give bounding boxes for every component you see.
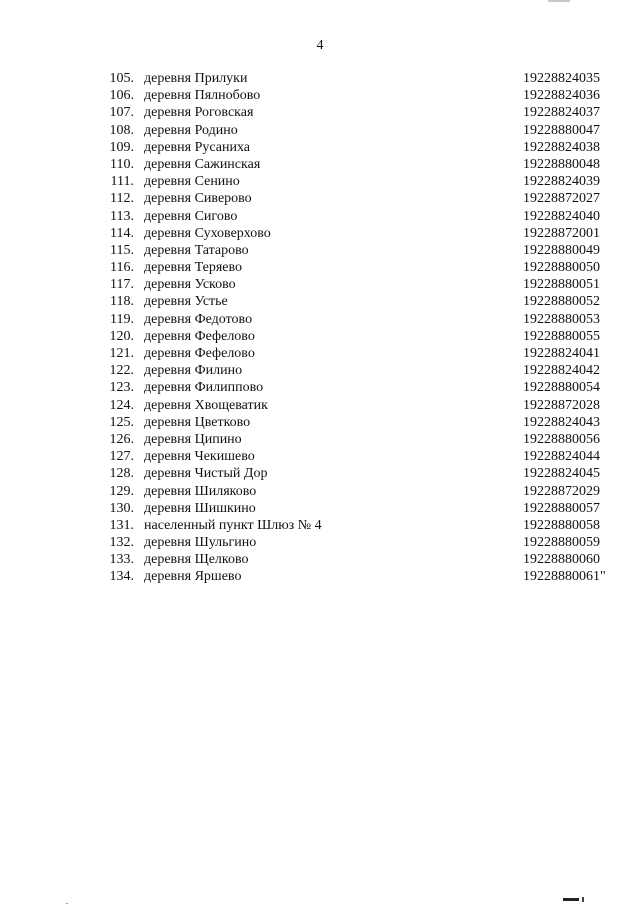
item-number: 105.: [109, 71, 134, 86]
item-number: 133.: [109, 552, 134, 568]
item-number: 112.: [110, 191, 134, 207]
oktmo-code: 19228880047: [523, 122, 600, 138]
list-item: [0, 173, 640, 190]
oktmo-code: 19228824045: [523, 466, 600, 482]
item-number: 115.: [110, 242, 134, 258]
settlement-name: деревня Сигово: [144, 208, 238, 224]
list-item: [0, 534, 640, 551]
settlement-name: деревня Фефелово: [144, 346, 255, 361]
settlement-name: деревня Яршево: [144, 569, 242, 585]
settlement-name: деревня Ципино: [144, 431, 242, 447]
oktmo-code: 19228880060: [523, 552, 600, 568]
list-item: [0, 293, 640, 310]
item-number: 127.: [109, 449, 134, 465]
settlement-name: деревня Русаниха: [144, 139, 250, 155]
settlement-name: деревня Филиппово: [144, 380, 264, 396]
list-item: [0, 87, 640, 104]
oktmo-code: 19228880053: [523, 311, 600, 327]
list-item: [0, 242, 640, 259]
item-number: 111.: [110, 174, 134, 190]
settlement-name: деревня Чекишево: [144, 449, 255, 465]
settlement-name: деревня Шульгино: [144, 535, 257, 551]
list-item: [0, 311, 640, 328]
scan-dust: [66, 903, 68, 904]
settlement-name: деревня Сенино: [144, 174, 240, 190]
settlement-name: деревня Татарово: [144, 242, 249, 258]
settlement-name: деревня Роговская: [144, 105, 254, 121]
scan-mark-bottom-tick: [582, 897, 584, 902]
oktmo-code: 19228872027: [523, 191, 600, 207]
oktmo-code: 19228824038: [523, 139, 600, 155]
settlement-name: населенный пункт Шлюз № 4: [144, 517, 322, 533]
list-item: [0, 156, 640, 173]
settlement-name: деревня Усково: [144, 277, 236, 293]
settlement-name: деревня Прилуки: [144, 71, 248, 86]
item-number: 109.: [109, 139, 134, 155]
list-item: [0, 397, 640, 414]
list-item: [0, 465, 640, 482]
list-item: [0, 122, 640, 139]
settlement-name: деревня Щелково: [144, 552, 249, 568]
list-item: [0, 345, 640, 362]
item-number: 122.: [109, 363, 134, 379]
item-number: 119.: [110, 311, 134, 327]
settlement-name: деревня Хвощеватик: [144, 397, 268, 413]
item-number: 116.: [110, 260, 134, 276]
settlement-name: деревня Сиверово: [144, 191, 252, 207]
oktmo-code: 19228824042: [523, 363, 600, 379]
item-number: 129.: [109, 483, 134, 499]
item-number: 130.: [109, 500, 134, 516]
list-item: [0, 276, 640, 293]
list-item: [0, 483, 640, 500]
oktmo-code: 19228872029: [523, 483, 600, 499]
settlement-name: деревня Сажинская: [144, 156, 261, 172]
oktmo-code: 19228872028: [523, 397, 600, 413]
settlement-name: деревня Суховерхово: [144, 225, 271, 241]
settlement-name: деревня Теряево: [144, 260, 242, 276]
settlement-list: [0, 70, 640, 586]
item-number: 132.: [109, 535, 134, 551]
item-number: 110.: [110, 156, 134, 172]
list-item: [0, 328, 640, 345]
item-number: 118.: [110, 294, 134, 310]
settlement-name: деревня Фефелово: [144, 328, 255, 344]
item-number: 124.: [109, 397, 134, 413]
settlement-name: деревня Устье: [144, 294, 228, 310]
oktmo-code: 19228824040: [523, 208, 600, 224]
oktmo-code: 19228880052: [523, 294, 600, 310]
list-item: [0, 362, 640, 379]
page-number: 4: [316, 38, 324, 53]
settlement-name: деревня Чистый Дор: [144, 466, 268, 482]
oktmo-code: 19228824035: [523, 71, 600, 86]
list-item: [0, 225, 640, 242]
list-item: [0, 190, 640, 207]
oktmo-code: 19228872001: [523, 225, 600, 241]
oktmo-code: 19228880055: [523, 328, 600, 344]
scan-mark-top: [548, 0, 570, 2]
list-item: [0, 379, 640, 396]
oktmo-code: 19228824037: [523, 105, 600, 121]
oktmo-code: 19228824043: [523, 414, 600, 430]
list-item: [0, 517, 640, 534]
oktmo-code: 19228880057: [523, 500, 600, 516]
item-number: 131.: [109, 517, 134, 533]
item-number: 114.: [110, 225, 134, 241]
settlement-name: деревня Шиляково: [144, 483, 257, 499]
list-item: [0, 431, 640, 448]
list-item: [0, 104, 640, 121]
list-item: [0, 551, 640, 568]
item-number: 134.: [109, 569, 134, 585]
oktmo-code: 19228880048: [523, 156, 600, 172]
list-item: [0, 139, 640, 156]
item-number: 106.: [109, 88, 134, 104]
oktmo-code: 19228880054: [523, 380, 600, 396]
list-item: [0, 259, 640, 276]
list-item: [0, 500, 640, 517]
item-number: 108.: [109, 122, 134, 138]
item-number: 126.: [109, 431, 134, 447]
oktmo-code: 19228824036: [523, 88, 600, 104]
settlement-name: деревня Шишкино: [144, 500, 256, 516]
oktmo-code: 19228880050: [523, 260, 600, 276]
settlement-name: деревня Цветково: [144, 414, 251, 430]
settlement-name: деревня Пялнобово: [144, 88, 261, 104]
oktmo-code: 19228880049: [523, 242, 600, 258]
list-item: [0, 208, 640, 225]
item-number: 107.: [109, 105, 134, 121]
list-item: [0, 414, 640, 431]
item-number: 128.: [109, 466, 134, 482]
item-number: 121.: [109, 346, 134, 361]
list-item: [0, 70, 640, 87]
list-item: [0, 568, 640, 585]
list-item: [0, 448, 640, 465]
item-number: 117.: [110, 277, 134, 293]
oktmo-code: 19228824039: [523, 174, 600, 190]
oktmo-code: 19228824041: [523, 346, 600, 361]
oktmo-code: 19228824044: [523, 449, 600, 465]
oktmo-code: 19228880051: [523, 277, 600, 293]
settlement-name: деревня Федотово: [144, 311, 253, 327]
oktmo-code: 19228880058: [523, 517, 600, 533]
item-number: 123.: [109, 380, 134, 396]
settlement-name: деревня Родино: [144, 122, 238, 138]
item-number: 113.: [110, 208, 134, 224]
oktmo-code: 19228880059: [523, 535, 600, 551]
oktmo-code: 19228880061": [523, 569, 606, 585]
item-number: 125.: [109, 414, 134, 430]
scan-mark-bottom: [563, 898, 579, 901]
item-number: 120.: [109, 328, 134, 344]
settlement-name: деревня Филино: [144, 363, 243, 379]
oktmo-code: 19228880056: [523, 431, 600, 447]
